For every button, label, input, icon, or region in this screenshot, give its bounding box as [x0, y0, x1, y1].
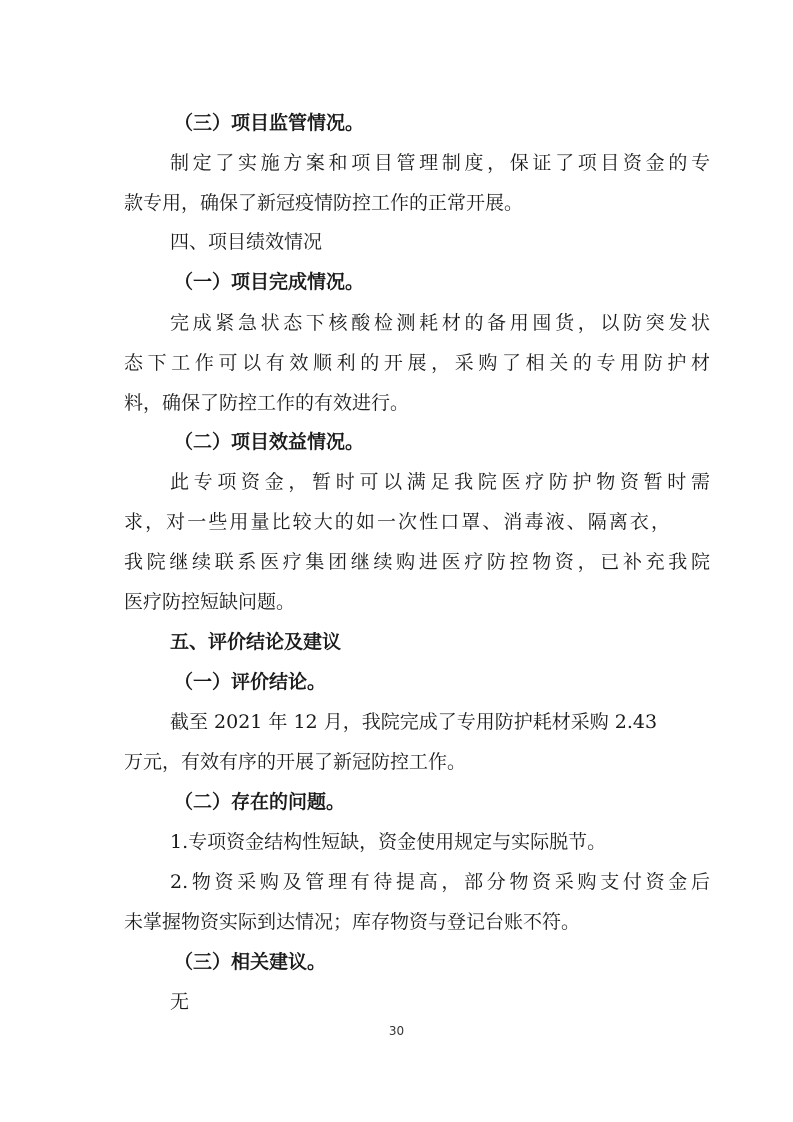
- heading-evaluation-conclusion: 五、评价结论及建议: [170, 631, 342, 653]
- paragraph-line: 款专用，确保了新冠疫情防控工作的正常开展。: [124, 192, 524, 214]
- paragraph-line: 制定了实施方案和项目管理制度，保证了项目资金的专: [170, 152, 710, 174]
- paragraph-line: 医疗防控短缺问题。: [124, 591, 296, 613]
- heading-suggestions: （三）相关建议。: [174, 951, 327, 973]
- paragraph-line: 未掌握物资实际到达情况；库存物资与登记台账不符。: [124, 911, 581, 933]
- paragraph-line: 2.物资采购及管理有待提高，部分物资采购支付资金后: [170, 871, 710, 893]
- heading-existing-problems: （二）存在的问题。: [174, 791, 346, 813]
- paragraph-line: 1.专项资金结构性短缺，资金使用规定与实际脱节。: [170, 831, 607, 853]
- paragraph-line: 态下工作可以有效顺利的开展，采购了相关的专用防护材: [124, 352, 710, 374]
- paragraph-line: 万元，有效有序的开展了新冠防控工作。: [124, 751, 467, 773]
- paragraph-line: 截至 2021 年 12 月，我院完成了专用防护耗材采购 2.43: [170, 711, 658, 733]
- paragraph-line: 此专项资金，暂时可以满足我院医疗防护物资暂时需: [170, 471, 710, 493]
- paragraph-line: 完成紧急状态下核酸检测耗材的备用囤货，以防突发状: [170, 312, 710, 334]
- heading-conclusion: （一）评价结论。: [174, 671, 327, 693]
- heading-project-supervision: （三）项目监管情况。: [174, 112, 365, 134]
- page-number: 30: [388, 1024, 405, 1038]
- paragraph-line: 无: [170, 991, 190, 1013]
- paragraph-line: 料，确保了防控工作的有效进行。: [124, 392, 410, 414]
- heading-project-completion: （一）项目完成情况。: [174, 271, 365, 293]
- paragraph-line: 我院继续联系医疗集团继续购进医疗防控物资，已补充我院: [124, 551, 710, 573]
- heading-project-benefit: （二）项目效益情况。: [174, 431, 365, 453]
- paragraph-line: 求，对一些用量比较大的如一次性口罩、消毒液、隔离衣，: [124, 511, 670, 533]
- heading-project-performance: 四、项目绩效情况: [170, 231, 323, 253]
